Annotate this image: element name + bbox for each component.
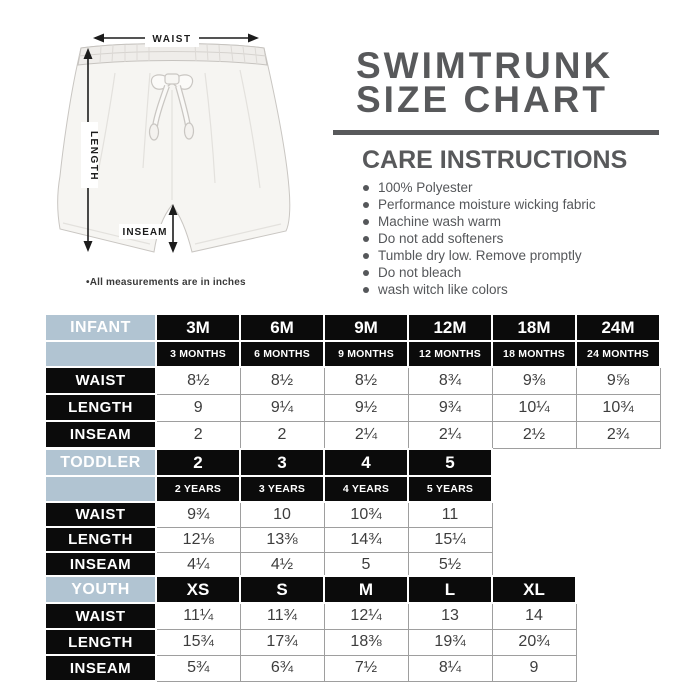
measurement-cell: 9¼ xyxy=(240,394,324,421)
row-label: LENGTH xyxy=(45,527,156,552)
measurement-cell: 9¾ xyxy=(408,394,492,421)
size-subheader: 2 YEARS xyxy=(156,476,240,502)
measurement-cell: 14 xyxy=(492,603,576,629)
care-item xyxy=(363,213,596,230)
page-title xyxy=(356,45,614,120)
measurement-cell: 6¾ xyxy=(240,655,324,681)
measurement-cell: 10¾ xyxy=(324,502,408,527)
measurement-cell: 13⅜ xyxy=(240,527,324,552)
measurement-cell: 4¼ xyxy=(156,552,240,577)
size-header: S xyxy=(240,576,324,603)
size-table-youth xyxy=(44,575,577,682)
bullet-icon xyxy=(363,287,369,293)
measurement-cell: 15¼ xyxy=(408,527,492,552)
measurement-cell: 2¼ xyxy=(408,421,492,448)
group-label-spacer xyxy=(45,476,156,502)
measurement-cell: 9⅝ xyxy=(576,367,660,394)
measurement-cell: 10¼ xyxy=(492,394,576,421)
measurement-cell: 11¾ xyxy=(240,603,324,629)
measurement-cell: 2 xyxy=(240,421,324,448)
size-header: 12M xyxy=(408,314,492,341)
title-divider xyxy=(333,130,659,135)
care-instructions-heading: CARE INSTRUCTIONS xyxy=(362,146,628,174)
size-header: 2 xyxy=(156,449,240,476)
size-subheader: 3 YEARS xyxy=(240,476,324,502)
measurement-cell: 9¾ xyxy=(156,502,240,527)
bullet-icon xyxy=(363,253,369,259)
size-subheader: 4 YEARS xyxy=(324,476,408,502)
measurement-cell: 2 xyxy=(156,421,240,448)
title-line-2: SIZE CHART xyxy=(356,79,608,120)
measurement-cell: 11¼ xyxy=(156,603,240,629)
group-label: INFANT xyxy=(45,314,156,341)
row-label: LENGTH xyxy=(45,629,156,655)
measurement-cell: 12¼ xyxy=(324,603,408,629)
size-header: 6M xyxy=(240,314,324,341)
measurement-cell: 2¼ xyxy=(324,421,408,448)
measurement-cell: 5¾ xyxy=(156,655,240,681)
measurement-cell: 8¾ xyxy=(408,367,492,394)
measurement-cell: 11 xyxy=(408,502,492,527)
length-label: LENGTH xyxy=(88,130,99,182)
size-table-infant xyxy=(44,313,661,449)
row-label: LENGTH xyxy=(45,394,156,421)
size-table-toddler xyxy=(44,448,493,578)
size-subheader: 24 MONTHS xyxy=(576,341,660,367)
measurement-cell: 2¾ xyxy=(576,421,660,448)
care-item-text: Performance moisture wicking fabric xyxy=(378,197,596,212)
size-header: 5 xyxy=(408,449,492,476)
measurement-cell: 9 xyxy=(492,655,576,681)
measurement-cell: 18⅜ xyxy=(324,629,408,655)
care-item xyxy=(363,230,596,247)
size-header: M xyxy=(324,576,408,603)
size-subheader: 18 MONTHS xyxy=(492,341,576,367)
care-item xyxy=(363,264,596,281)
size-subheader: 12 MONTHS xyxy=(408,341,492,367)
size-subheader: 9 MONTHS xyxy=(324,341,408,367)
title-line-1: SWIMTRUNK xyxy=(356,45,614,86)
row-label: INSEAM xyxy=(45,655,156,681)
size-header: 3 xyxy=(240,449,324,476)
row-label: INSEAM xyxy=(45,421,156,448)
group-label-spacer xyxy=(45,341,156,367)
measurement-cell: 8½ xyxy=(240,367,324,394)
bullet-icon xyxy=(363,202,369,208)
measurements-note: •All measurements are in inches xyxy=(86,277,246,288)
size-header: XL xyxy=(492,576,576,603)
measurement-cell: 14¾ xyxy=(324,527,408,552)
measurement-cell: 15¾ xyxy=(156,629,240,655)
measurement-cell: 9 xyxy=(156,394,240,421)
size-header: 4 xyxy=(324,449,408,476)
measurement-cell: 17¾ xyxy=(240,629,324,655)
row-label: WAIST xyxy=(45,502,156,527)
measurement-cell: 5 xyxy=(324,552,408,577)
size-subheader: 5 YEARS xyxy=(408,476,492,502)
size-header: XS xyxy=(156,576,240,603)
measurement-cell: 10 xyxy=(240,502,324,527)
measurement-cell: 5½ xyxy=(408,552,492,577)
measurement-cell: 12⅛ xyxy=(156,527,240,552)
measurement-cell: 10¾ xyxy=(576,394,660,421)
care-item xyxy=(363,196,596,213)
measurement-cell: 4½ xyxy=(240,552,324,577)
size-header: L xyxy=(408,576,492,603)
measurement-cell: 13 xyxy=(408,603,492,629)
measurement-cell: 19¾ xyxy=(408,629,492,655)
care-item-text: 100% Polyester xyxy=(378,180,473,195)
care-item-text: Tumble dry low. Remove promptly xyxy=(378,248,582,263)
measurement-cell: 20¾ xyxy=(492,629,576,655)
care-item-text: Do not add softeners xyxy=(378,231,504,246)
measurement-cell: 8¼ xyxy=(408,655,492,681)
row-label: INSEAM xyxy=(45,552,156,577)
measurement-cell: 8½ xyxy=(324,367,408,394)
measurement-cell: 7½ xyxy=(324,655,408,681)
size-subheader: 6 MONTHS xyxy=(240,341,324,367)
care-instructions-list xyxy=(363,179,596,298)
size-header: 9M xyxy=(324,314,408,341)
bullet-icon xyxy=(363,270,369,276)
waist-label: WAIST xyxy=(152,34,192,45)
size-subheader: 3 MONTHS xyxy=(156,341,240,367)
measurement-cell: 8½ xyxy=(156,367,240,394)
care-item-text: Machine wash warm xyxy=(378,214,502,229)
bullet-icon xyxy=(363,185,369,191)
care-item-text: wash witch like colors xyxy=(378,282,508,297)
row-label: WAIST xyxy=(45,367,156,394)
measurement-cell: 9⅜ xyxy=(492,367,576,394)
size-header: 3M xyxy=(156,314,240,341)
care-item-text: Do not bleach xyxy=(378,265,462,280)
care-item xyxy=(363,281,596,298)
size-header: 18M xyxy=(492,314,576,341)
measurement-cell: 2½ xyxy=(492,421,576,448)
measurement-cell: 9½ xyxy=(324,394,408,421)
bullet-icon xyxy=(363,236,369,242)
swimtrunk-illustration xyxy=(55,18,305,270)
care-item xyxy=(363,247,596,264)
group-label: YOUTH xyxy=(45,576,156,603)
row-label: WAIST xyxy=(45,603,156,629)
care-item xyxy=(363,179,596,196)
group-label: TODDLER xyxy=(45,449,156,476)
inseam-label: INSEAM xyxy=(122,227,168,238)
bullet-icon xyxy=(363,219,369,225)
size-header: 24M xyxy=(576,314,660,341)
